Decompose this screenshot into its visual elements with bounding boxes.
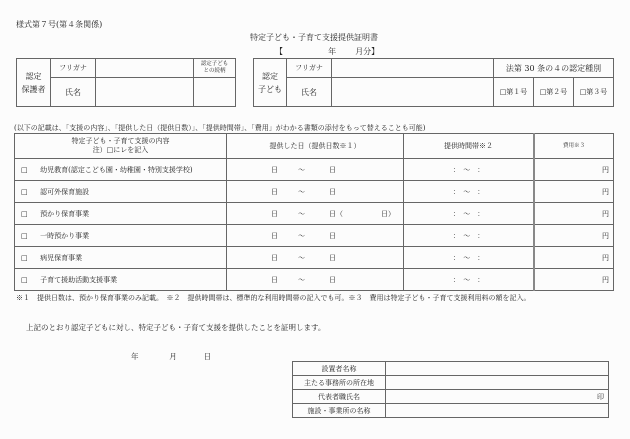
header-content: 特定子ども・子育て支援の内容 注）□にレを記入 xyxy=(15,134,227,159)
day-from-label: 日 xyxy=(271,275,278,284)
provider-field[interactable] xyxy=(386,404,609,418)
service-fee-cell[interactable]: 円 xyxy=(534,203,614,225)
service-time-cell[interactable]: ： ～ ： xyxy=(404,203,535,225)
tilde: ～ xyxy=(298,209,305,218)
provider-row xyxy=(293,404,609,418)
period-year: 年 xyxy=(328,47,337,56)
provider-field[interactable]: 印 xyxy=(386,390,609,404)
service-fee-cell[interactable]: 円 xyxy=(534,181,614,203)
date-month: 月 xyxy=(169,352,177,361)
service-row xyxy=(15,203,614,225)
category-3-checkbox[interactable]: □第３号 xyxy=(574,78,614,107)
certification-text: 上記のとおり認定子どもに対し、特定子ども・子育て支援を提供したことを証明します。 xyxy=(26,323,326,332)
service-checkbox[interactable]: □ xyxy=(21,275,28,284)
provider-field[interactable] xyxy=(386,376,609,390)
provider-row xyxy=(293,376,609,390)
service-content-cell[interactable] xyxy=(15,159,227,181)
day-count-label: 日） xyxy=(381,209,395,218)
tilde: ～ xyxy=(298,275,305,284)
service-fee-cell[interactable]: 円 xyxy=(534,159,614,181)
service-content-cell[interactable] xyxy=(15,225,227,247)
service-content-cell[interactable] xyxy=(15,203,227,225)
service-days-cell[interactable] xyxy=(227,159,404,181)
service-time-cell[interactable]: ： ～ ： xyxy=(404,159,535,181)
guardian-name-label: 氏名 xyxy=(51,78,96,107)
provider-label: 主たる事務所の所在地 xyxy=(293,376,386,390)
tilde: ～ xyxy=(298,253,305,262)
provider-field[interactable] xyxy=(386,362,609,376)
day-from-label: 日 xyxy=(271,187,278,196)
service-row xyxy=(15,159,614,181)
child-name-label: 氏名 xyxy=(287,78,332,107)
day-to-label: 日 xyxy=(329,187,336,196)
child-furigana-field[interactable] xyxy=(332,59,494,78)
services-table xyxy=(14,133,614,291)
service-checkbox[interactable]: □ xyxy=(21,209,28,218)
service-fee-cell[interactable]: 円 xyxy=(534,247,614,269)
category-2-checkbox[interactable]: □第２号 xyxy=(534,78,574,107)
service-days-cell[interactable] xyxy=(227,225,404,247)
guardian-label: 認定 保護者 xyxy=(17,59,51,107)
category-header: 法第 30 条の４の認定種別 xyxy=(494,59,614,78)
service-time-cell[interactable]: ： ～ ： xyxy=(404,181,535,203)
date-year: 年 xyxy=(131,352,139,361)
provider-label: 代表者職氏名 xyxy=(293,390,386,404)
form-number: 様式第７号(第４条関係) xyxy=(16,20,103,29)
service-row xyxy=(15,225,614,247)
service-label: 幼児教育(認定こども園・幼稚園・特別支援学校) xyxy=(40,165,193,174)
service-label: 子育て援助活動支援事業 xyxy=(40,275,118,284)
relation-label: 認定子ども との続柄 xyxy=(194,59,236,78)
header-fee: 費用※３ xyxy=(534,134,614,159)
service-checkbox[interactable]: □ xyxy=(21,187,28,196)
service-content-cell[interactable] xyxy=(15,247,227,269)
header-days: 提供した日（提供日数※１） xyxy=(227,134,404,159)
category-1-checkbox[interactable]: □第１号 xyxy=(494,78,534,107)
date-day: 日 xyxy=(203,352,212,361)
guardian-furigana-label: フリガナ xyxy=(51,59,96,78)
service-time-cell[interactable]: ： ～ ： xyxy=(404,247,535,269)
child-name-field[interactable] xyxy=(332,78,494,107)
day-to-label: 日（ xyxy=(329,209,343,218)
provider-label: 施設・事業所の名称 xyxy=(293,404,386,418)
service-checkbox[interactable]: □ xyxy=(21,253,28,262)
attachment-note: (以下の記載は、「支援の内容」、「提供した日（提供日数）」、「提供時間帯」、「費用」がわかる書類の添付をもって替えることも可能) xyxy=(14,124,426,132)
service-checkbox[interactable]: □ xyxy=(21,165,28,174)
service-days-cell[interactable] xyxy=(227,203,404,225)
footnotes: ※１ 提供日数は、預かり保育事業のみ記載。 ※２ 提供時間帯は、標準的な利用時間帯の記入でも可。※３ 費用は特定子ども・子育て支援利用料の額を記入。 xyxy=(16,294,531,302)
service-content-cell[interactable] xyxy=(15,181,227,203)
service-fee-cell[interactable]: 円 xyxy=(534,225,614,247)
period-bracket-open: 【 xyxy=(275,47,283,56)
service-row xyxy=(15,181,614,203)
service-time-cell[interactable]: ： ～ ： xyxy=(404,225,535,247)
guardian-table xyxy=(16,58,236,107)
provider-label: 設置者名称 xyxy=(293,362,386,376)
service-label: 一時預かり事業 xyxy=(40,231,90,240)
provider-row xyxy=(293,390,609,404)
guardian-name-field[interactable] xyxy=(96,78,194,107)
service-days-cell[interactable] xyxy=(227,181,404,203)
date-line xyxy=(131,351,211,362)
service-days-cell[interactable] xyxy=(227,247,404,269)
day-to-label: 日 xyxy=(329,253,336,262)
period-label xyxy=(275,46,379,57)
child-label: 認定 子ども xyxy=(254,59,287,107)
day-from-label: 日 xyxy=(271,165,278,174)
service-content-cell[interactable] xyxy=(15,269,227,291)
service-fee-cell[interactable]: 円 xyxy=(534,269,614,291)
page-title: 特定子ども・子育て支援提供証明書 xyxy=(250,33,378,42)
child-table xyxy=(253,58,614,107)
header-hours: 提供時間帯※２ xyxy=(404,134,535,159)
day-from-label: 日 xyxy=(271,209,278,218)
relation-field[interactable] xyxy=(194,78,236,107)
tilde: ～ xyxy=(298,165,305,174)
day-from-label: 日 xyxy=(271,253,278,262)
service-checkbox[interactable]: □ xyxy=(21,231,28,240)
day-to-label: 日 xyxy=(329,165,336,174)
service-label: 病児保育事業 xyxy=(40,253,83,262)
service-time-cell[interactable]: ： ～ ： xyxy=(404,269,535,291)
day-from-label: 日 xyxy=(271,231,278,240)
provider-table xyxy=(292,361,609,418)
service-row xyxy=(15,269,614,291)
service-label: 認可外保育施設 xyxy=(40,187,90,196)
service-row xyxy=(15,247,614,269)
service-days-cell[interactable] xyxy=(227,269,404,291)
tilde: ～ xyxy=(298,187,305,196)
provider-row xyxy=(293,362,609,376)
tilde: ～ xyxy=(298,231,305,240)
day-to-label: 日 xyxy=(329,231,336,240)
service-label: 預かり保育事業 xyxy=(40,209,90,218)
period-month: 月分】 xyxy=(355,47,380,56)
day-to-label: 日 xyxy=(329,275,336,284)
child-furigana-label: フリガナ xyxy=(287,59,332,78)
guardian-furigana-field[interactable] xyxy=(96,59,194,78)
